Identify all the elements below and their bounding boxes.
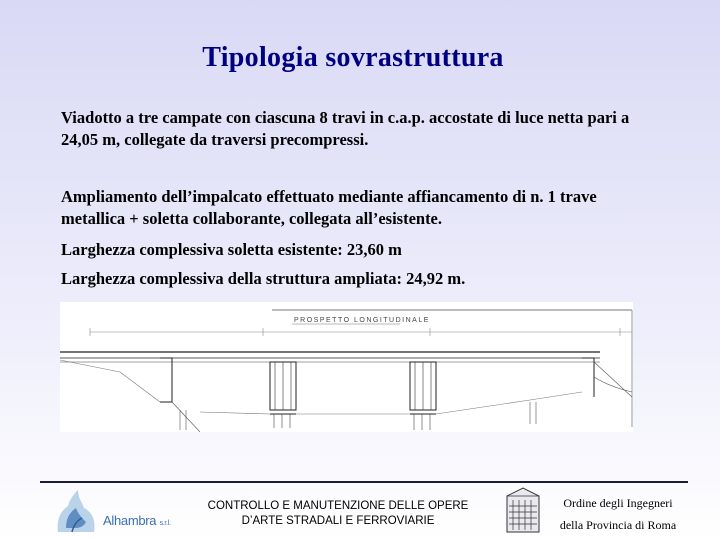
paragraph-description: Viadotto a tre campate con ciascuna 8 travi in c.a.p. accostate di luce netta pari a 24,05 m, collegate da traversi precompressi. — [61, 108, 630, 149]
logo-text — [103, 513, 171, 528]
footer-right-line-2: della Provincia di Roma — [559, 518, 677, 532]
logo-suffix: s.r.l. — [159, 520, 171, 527]
footer-center-line-1: CONTROLLO E MANUTENZIONE DELLE OPERE — [207, 500, 469, 512]
footer-center-text — [188, 499, 488, 529]
longitudinal-elevation-drawing — [60, 302, 633, 432]
slide-title: Tipologia sovrastruttura — [202, 42, 504, 73]
drawing-label: PROSPETTO LONGITUDINALE — [294, 317, 430, 324]
footer-center-line-2: D’ARTE STRADALI E FERROVIARIE — [241, 515, 435, 527]
footer-divider — [40, 481, 688, 483]
building-icon — [503, 486, 543, 534]
paragraph-extension: Ampliamento dell’impalcato effettuato mediante affiancamento di n. 1 trave metallica + soletta collaborante, collegata all’esistente. — [61, 187, 597, 228]
logo-name: Alhambra — [103, 513, 157, 528]
paragraph-existing-width: Larghezza complessiva soletta esistente: 23,60 m — [61, 240, 402, 259]
alhambra-logo-icon — [48, 488, 108, 534]
paragraph-extended-width: Larghezza complessiva della struttura ampliata: 24,92 m. — [61, 269, 466, 288]
footer-right-text — [548, 496, 688, 533]
footer-right-line-1: Ordine degli Ingegneri — [563, 496, 673, 510]
